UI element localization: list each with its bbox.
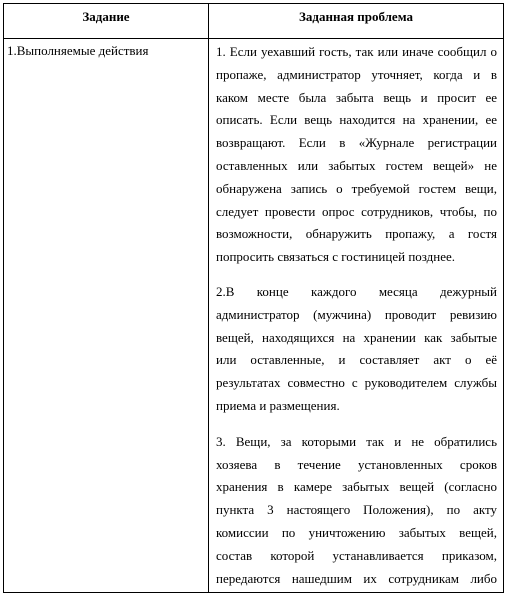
paragraph-line: передаются нашедшим их сотрудникам либо — [216, 570, 497, 586]
problem-paragraph-2 — [216, 281, 497, 418]
table-row — [4, 39, 504, 593]
table-header-row — [4, 4, 504, 39]
paragraph-line: результатах совместно с руководителем службы — [216, 375, 497, 391]
paragraph-line: возвращают. Если в «Журнале регистрации — [216, 135, 497, 151]
paragraph-line: хозяева в течение установленных сроков — [216, 456, 497, 472]
problem-paragraph-1 — [216, 41, 497, 269]
header-problem — [209, 4, 504, 39]
paragraph-line: обнаружена запись о требуемой гостем вещи, — [216, 180, 497, 196]
header-problem-label: Заданная проблема — [299, 9, 413, 24]
paragraph-line: 2.В конце каждого месяца дежурный — [216, 283, 497, 299]
paragraph-line: пункта 3 настоящего Положения), по акту — [216, 502, 497, 518]
paragraph-line: пропаже, администратор уточняет, когда и в — [216, 66, 497, 82]
header-task — [4, 4, 209, 39]
task-cell — [4, 39, 209, 593]
paragraph-line: 1. Если уехавший гость, так или иначе сообщил о — [216, 44, 497, 59]
paragraph-line: хранения в камере забытых вещей (согласно — [216, 479, 497, 495]
header-task-label: Задание — [82, 9, 130, 24]
paragraph-line: попросить связаться с гостиницей позднее. — [216, 249, 456, 265]
problem-paragraph-3 — [216, 431, 497, 591]
paragraph-line: администратор (мужчина) проводит ревизию — [216, 306, 497, 322]
task-label: 1.Выполняемые действия — [7, 43, 149, 58]
paragraph-line: комиссии по уничтожению забытых вещей, — [216, 524, 497, 540]
instruction-table — [3, 3, 504, 593]
paragraph-line: описать. Если вещь находится на хранении, ее — [216, 112, 497, 128]
paragraph-line: или оставленные, и составляет акт о её — [216, 352, 497, 368]
paragraph-line: следует провести опрос сотрудников, чтобы, по — [216, 203, 497, 219]
paragraph-line: каком месте была забыта вещь и просит ее — [216, 89, 497, 105]
problem-cell — [209, 39, 504, 593]
paragraph-line: возможности, обнаружить пропажу, а гостя — [216, 226, 497, 242]
paragraph-line: оставленных или забытых гостем вещей» не — [216, 157, 497, 173]
paragraph-line: приема и размещения. — [216, 397, 340, 413]
paragraph-line: вещей, находящихся на хранении как забытые — [216, 329, 497, 345]
paragraph-line: состав которой устанавливается приказом, — [216, 547, 497, 563]
paragraph-line: 3. Вещи, за которыми так и не обратились — [216, 433, 497, 449]
